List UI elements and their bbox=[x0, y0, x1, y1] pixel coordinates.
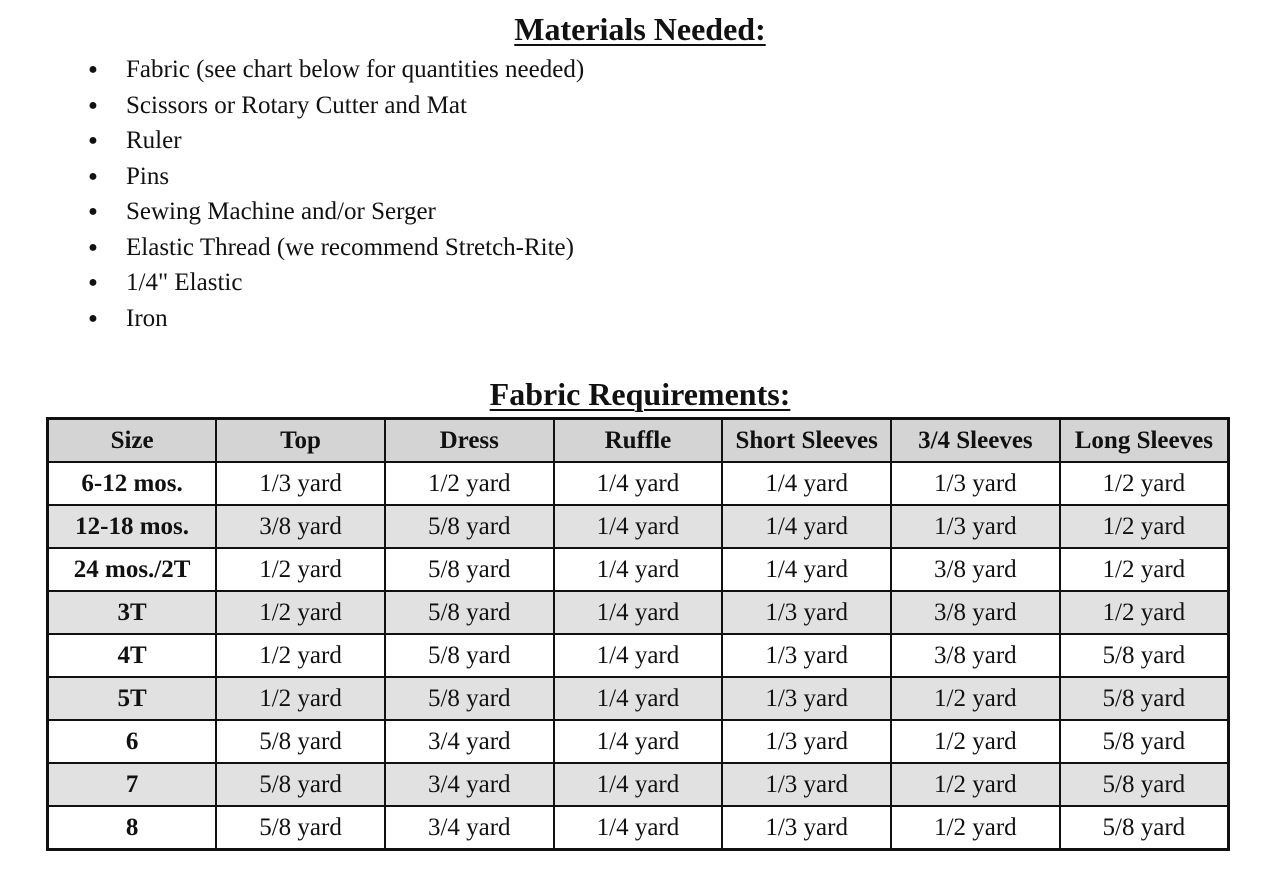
table-row bbox=[48, 806, 1229, 850]
bullet-icon: ● bbox=[88, 132, 98, 149]
cell-size: 7 bbox=[48, 763, 217, 806]
materials-heading: Materials Needed: bbox=[514, 11, 766, 47]
material-label: Scissors or Rotary Cutter and Mat bbox=[126, 91, 467, 119]
cell-top: 5/8 yard bbox=[216, 806, 385, 850]
cell-size: 24 mos./2T bbox=[48, 548, 217, 591]
cell-size: 6 bbox=[48, 720, 217, 763]
cell-long-sleeves: 5/8 yard bbox=[1060, 763, 1229, 806]
cell-ruffle: 1/4 yard bbox=[554, 763, 723, 806]
cell-three-quarter-sleeves: 1/2 yard bbox=[891, 720, 1060, 763]
cell-three-quarter-sleeves: 1/2 yard bbox=[891, 677, 1060, 720]
list-item bbox=[88, 301, 584, 337]
cell-size: 3T bbox=[48, 591, 217, 634]
material-label: 1/4" Elastic bbox=[126, 269, 243, 296]
list-item bbox=[88, 159, 584, 195]
table-row bbox=[48, 505, 1229, 548]
cell-ruffle: 1/4 yard bbox=[554, 591, 723, 634]
fabric-requirements-table bbox=[46, 417, 1230, 851]
cell-long-sleeves: 5/8 yard bbox=[1060, 634, 1229, 677]
table-row bbox=[48, 634, 1229, 677]
cell-three-quarter-sleeves: 1/2 yard bbox=[891, 806, 1060, 850]
cell-three-quarter-sleeves: 3/8 yard bbox=[891, 591, 1060, 634]
cell-long-sleeves: 5/8 yard bbox=[1060, 677, 1229, 720]
fabric-table-body bbox=[48, 462, 1229, 850]
column-header-top: Top bbox=[216, 419, 385, 463]
list-item bbox=[88, 230, 584, 266]
cell-three-quarter-sleeves: 1/3 yard bbox=[891, 505, 1060, 548]
cell-size: 12-18 mos. bbox=[48, 505, 217, 548]
cell-ruffle: 1/4 yard bbox=[554, 505, 723, 548]
bullet-icon: ● bbox=[88, 96, 98, 114]
materials-list bbox=[88, 52, 584, 336]
cell-long-sleeves: 1/2 yard bbox=[1060, 462, 1229, 505]
cell-dress: 5/8 yard bbox=[385, 548, 554, 591]
material-label: Elastic Thread (we recommend Stretch-Rite) bbox=[126, 233, 574, 261]
cell-short-sleeves: 1/4 yard bbox=[722, 462, 891, 505]
list-item bbox=[88, 123, 584, 159]
column-header-short-sleeves: Short Sleeves bbox=[722, 419, 891, 463]
bullet-icon: ● bbox=[88, 203, 98, 220]
bullet-icon: ● bbox=[88, 274, 98, 291]
cell-short-sleeves: 1/3 yard bbox=[722, 677, 891, 720]
list-item bbox=[88, 265, 584, 301]
cell-three-quarter-sleeves: 1/3 yard bbox=[891, 462, 1060, 505]
cell-ruffle: 1/4 yard bbox=[554, 720, 723, 763]
table-row bbox=[48, 591, 1229, 634]
cell-short-sleeves: 1/4 yard bbox=[722, 505, 891, 548]
cell-top: 1/2 yard bbox=[216, 677, 385, 720]
cell-ruffle: 1/4 yard bbox=[554, 806, 723, 850]
cell-top: 5/8 yard bbox=[216, 720, 385, 763]
cell-dress: 3/4 yard bbox=[385, 720, 554, 763]
cell-dress: 3/4 yard bbox=[385, 763, 554, 806]
cell-long-sleeves: 1/2 yard bbox=[1060, 591, 1229, 634]
bullet-icon: ● bbox=[88, 167, 98, 185]
cell-top: 1/2 yard bbox=[216, 548, 385, 591]
material-label: Ruler bbox=[126, 127, 182, 154]
column-header-dress: Dress bbox=[385, 419, 554, 463]
column-header-ruffle: Ruffle bbox=[554, 419, 723, 463]
cell-short-sleeves: 1/3 yard bbox=[722, 720, 891, 763]
cell-dress: 5/8 yard bbox=[385, 677, 554, 720]
cell-top: 1/3 yard bbox=[216, 462, 385, 505]
cell-ruffle: 1/4 yard bbox=[554, 634, 723, 677]
bullet-icon: ● bbox=[88, 309, 98, 327]
cell-ruffle: 1/4 yard bbox=[554, 548, 723, 591]
cell-three-quarter-sleeves: 1/2 yard bbox=[891, 763, 1060, 806]
material-label: Sewing Machine and/or Serger bbox=[126, 198, 436, 225]
cell-size: 8 bbox=[48, 806, 217, 850]
cell-top: 1/2 yard bbox=[216, 591, 385, 634]
cell-ruffle: 1/4 yard bbox=[554, 462, 723, 505]
list-item bbox=[88, 194, 584, 230]
fabric-heading: Fabric Requirements: bbox=[489, 376, 791, 412]
cell-top: 5/8 yard bbox=[216, 763, 385, 806]
cell-dress: 5/8 yard bbox=[385, 591, 554, 634]
cell-long-sleeves: 1/2 yard bbox=[1060, 505, 1229, 548]
cell-short-sleeves: 1/3 yard bbox=[722, 763, 891, 806]
cell-dress: 1/2 yard bbox=[385, 462, 554, 505]
bullet-icon: ● bbox=[88, 238, 98, 256]
cell-size: 6-12 mos. bbox=[48, 462, 217, 505]
cell-long-sleeves: 1/2 yard bbox=[1060, 548, 1229, 591]
cell-long-sleeves: 5/8 yard bbox=[1060, 720, 1229, 763]
cell-short-sleeves: 1/3 yard bbox=[722, 591, 891, 634]
list-item bbox=[88, 88, 584, 124]
cell-dress: 5/8 yard bbox=[385, 634, 554, 677]
cell-dress: 3/4 yard bbox=[385, 806, 554, 850]
table-row bbox=[48, 462, 1229, 505]
table-row bbox=[48, 763, 1229, 806]
cell-short-sleeves: 1/3 yard bbox=[722, 634, 891, 677]
column-header-size: Size bbox=[48, 419, 217, 463]
list-item bbox=[88, 52, 584, 88]
cell-ruffle: 1/4 yard bbox=[554, 677, 723, 720]
table-row bbox=[48, 677, 1229, 720]
bullet-icon: ● bbox=[88, 61, 98, 78]
cell-dress: 5/8 yard bbox=[385, 505, 554, 548]
column-header-long-sleeves: Long Sleeves bbox=[1060, 419, 1229, 463]
cell-size: 4T bbox=[48, 634, 217, 677]
table-row bbox=[48, 548, 1229, 591]
cell-short-sleeves: 1/3 yard bbox=[722, 806, 891, 850]
cell-short-sleeves: 1/4 yard bbox=[722, 548, 891, 591]
table-row bbox=[48, 720, 1229, 763]
material-label: Pins bbox=[126, 162, 170, 190]
cell-three-quarter-sleeves: 3/8 yard bbox=[891, 548, 1060, 591]
cell-three-quarter-sleeves: 3/8 yard bbox=[891, 634, 1060, 677]
cell-size: 5T bbox=[48, 677, 217, 720]
table-header-row bbox=[48, 419, 1229, 463]
cell-top: 3/8 yard bbox=[216, 505, 385, 548]
cell-long-sleeves: 5/8 yard bbox=[1060, 806, 1229, 850]
material-label: Iron bbox=[126, 304, 168, 332]
column-header-three-quarter-sleeves: 3/4 Sleeves bbox=[891, 419, 1060, 463]
cell-top: 1/2 yard bbox=[216, 634, 385, 677]
material-label: Fabric (see chart below for quantities needed) bbox=[126, 56, 585, 83]
